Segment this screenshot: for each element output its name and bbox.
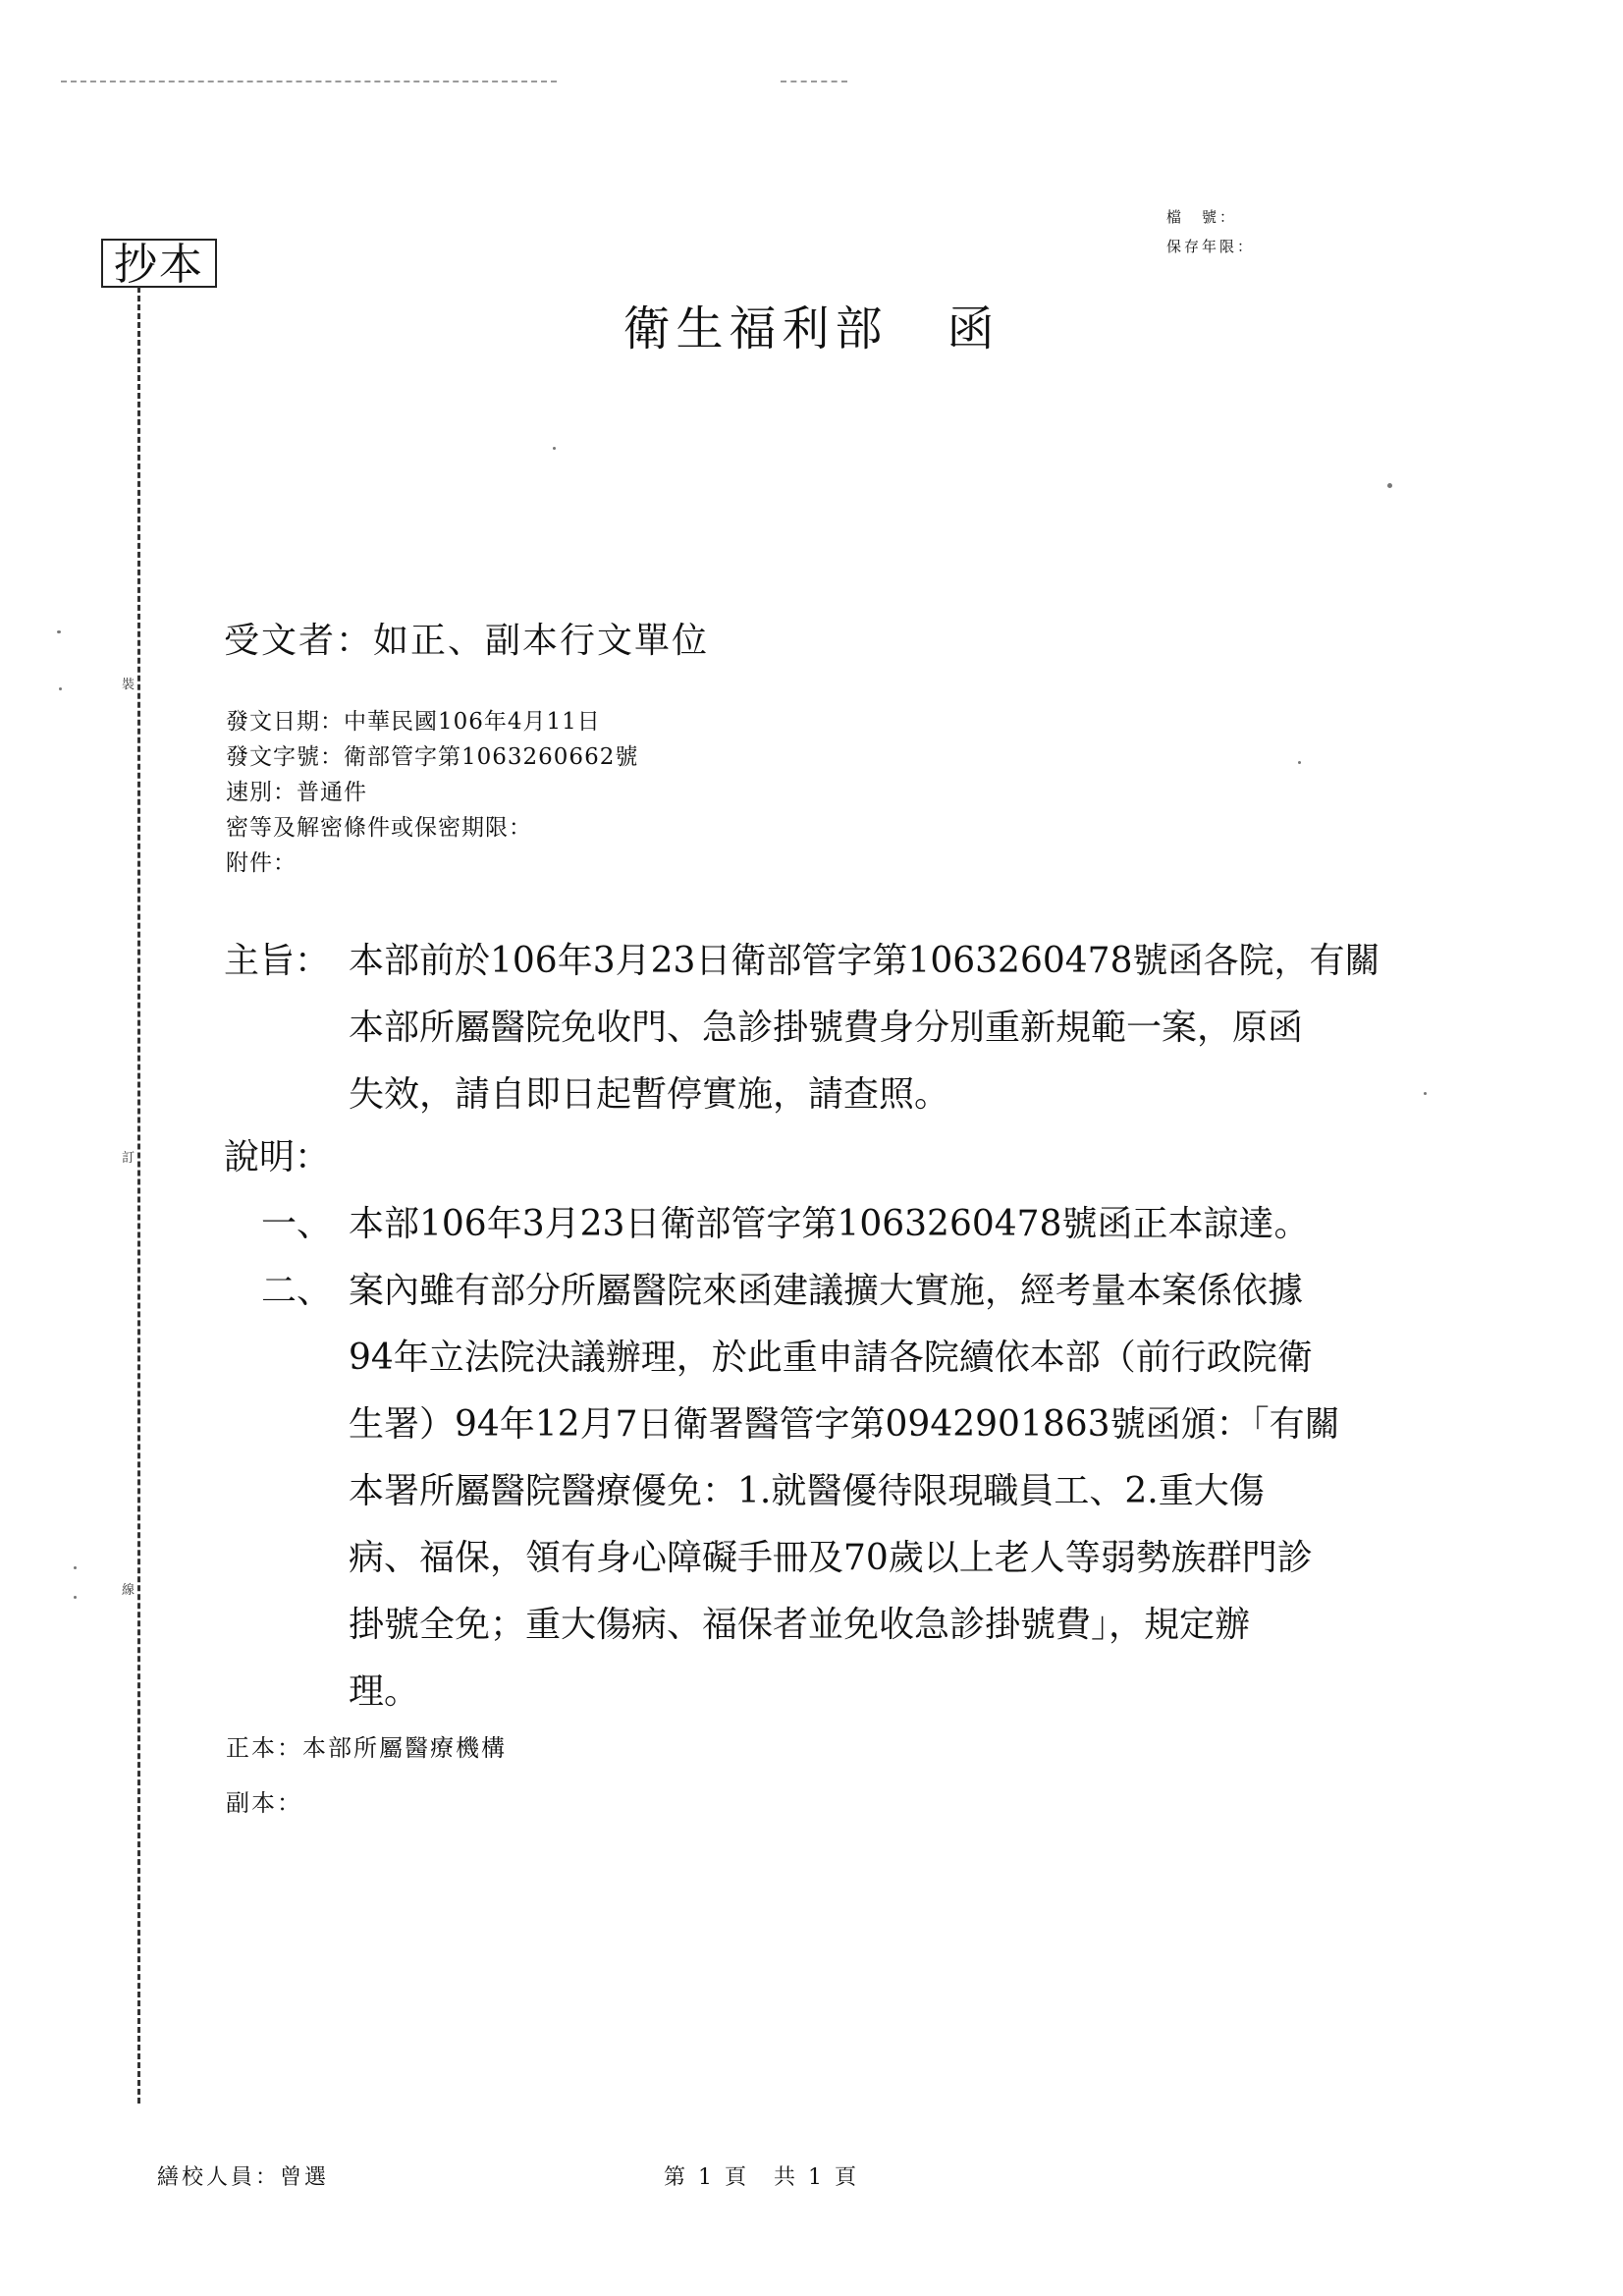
- item-number: 二、: [261, 1271, 333, 1311]
- scan-speck: [74, 1566, 77, 1569]
- scan-speck: [59, 687, 62, 690]
- item-line: 病、福保，領有身心障礙手冊及70歲以上老人等弱勢族群門診: [349, 1538, 1313, 1578]
- binding-mark-xian: 線: [122, 1583, 135, 1598]
- subject-line: 失效，請自即日起暫停實施，請查照。: [349, 1074, 950, 1115]
- item-line: 本部106年3月23日衛部管字第1063260478號函正本諒達。: [349, 1204, 1310, 1244]
- issue-date: 發文日期：中華民國106年4月11日: [226, 709, 601, 735]
- item-line: 理。: [349, 1671, 420, 1712]
- explanation-label: 說明：: [224, 1137, 331, 1177]
- binding-line: [137, 287, 140, 2104]
- scan-speck: [57, 630, 61, 633]
- subject-line: 本部前於106年3月23日衛部管字第1063260478號函各院，有關: [349, 941, 1380, 981]
- scan-top-line-right: [781, 81, 847, 82]
- subject-line: 本部所屬醫院免收門、急診掛號費身分別重新規範一案，原函: [349, 1008, 1304, 1048]
- item-line: 案內雖有部分所屬醫院來函建議擴大實施，經考量本案係依據: [349, 1271, 1304, 1311]
- document-number: 發文字號：衛部管字第1063260662號: [226, 744, 639, 770]
- title-doc-type: 函: [947, 301, 1001, 356]
- subject-label: 主旨：: [224, 941, 331, 981]
- original-recipients: 正本：本部所屬醫療機構: [226, 1734, 507, 1762]
- scan-speck: [1424, 1092, 1427, 1095]
- title-agency: 衛生福利部: [622, 301, 889, 356]
- item-number: 一、: [261, 1204, 333, 1244]
- proofreader: 繕校人員：曾選: [157, 2165, 330, 2190]
- copy-stamp: 抄本: [101, 239, 217, 288]
- scan-speck: [553, 447, 556, 450]
- item-line: 掛號全免；重大傷病、福保者並免收急診掛號費」，規定辦: [349, 1605, 1251, 1645]
- copy-recipients: 副本：: [226, 1789, 302, 1817]
- binding-mark-ding: 訂: [122, 1151, 135, 1166]
- retention-period: 保存年限：: [1166, 238, 1256, 255]
- recipient: 受文者：如正、副本行文單位: [224, 621, 710, 661]
- scan-top-line-left: [61, 81, 557, 82]
- scan-speck: [1387, 483, 1392, 488]
- item-line: 94年立法院決議辦理，於此重申請各院續依本部（前行政院衛: [349, 1338, 1313, 1378]
- item-line: 本署所屬醫院醫療優免：1.就醫優待限現職員工、2.重大傷: [349, 1471, 1265, 1511]
- scan-speck: [74, 1596, 77, 1599]
- urgency: 速別：普通件: [226, 780, 367, 805]
- page-number: 第 1 頁 共 1 頁: [664, 2165, 859, 2190]
- item-line: 生署）94年12月7日衛署醫管字第0942901863號函頒：「有關: [349, 1404, 1340, 1445]
- classification: 密等及解密條件或保密期限：: [226, 815, 532, 841]
- file-number: 檔 號：: [1166, 208, 1238, 226]
- binding-mark-zhuang: 裝: [122, 678, 135, 692]
- scan-speck: [1298, 761, 1301, 764]
- attachments: 附件：: [226, 850, 297, 876]
- document-title: [0, 291, 1623, 358]
